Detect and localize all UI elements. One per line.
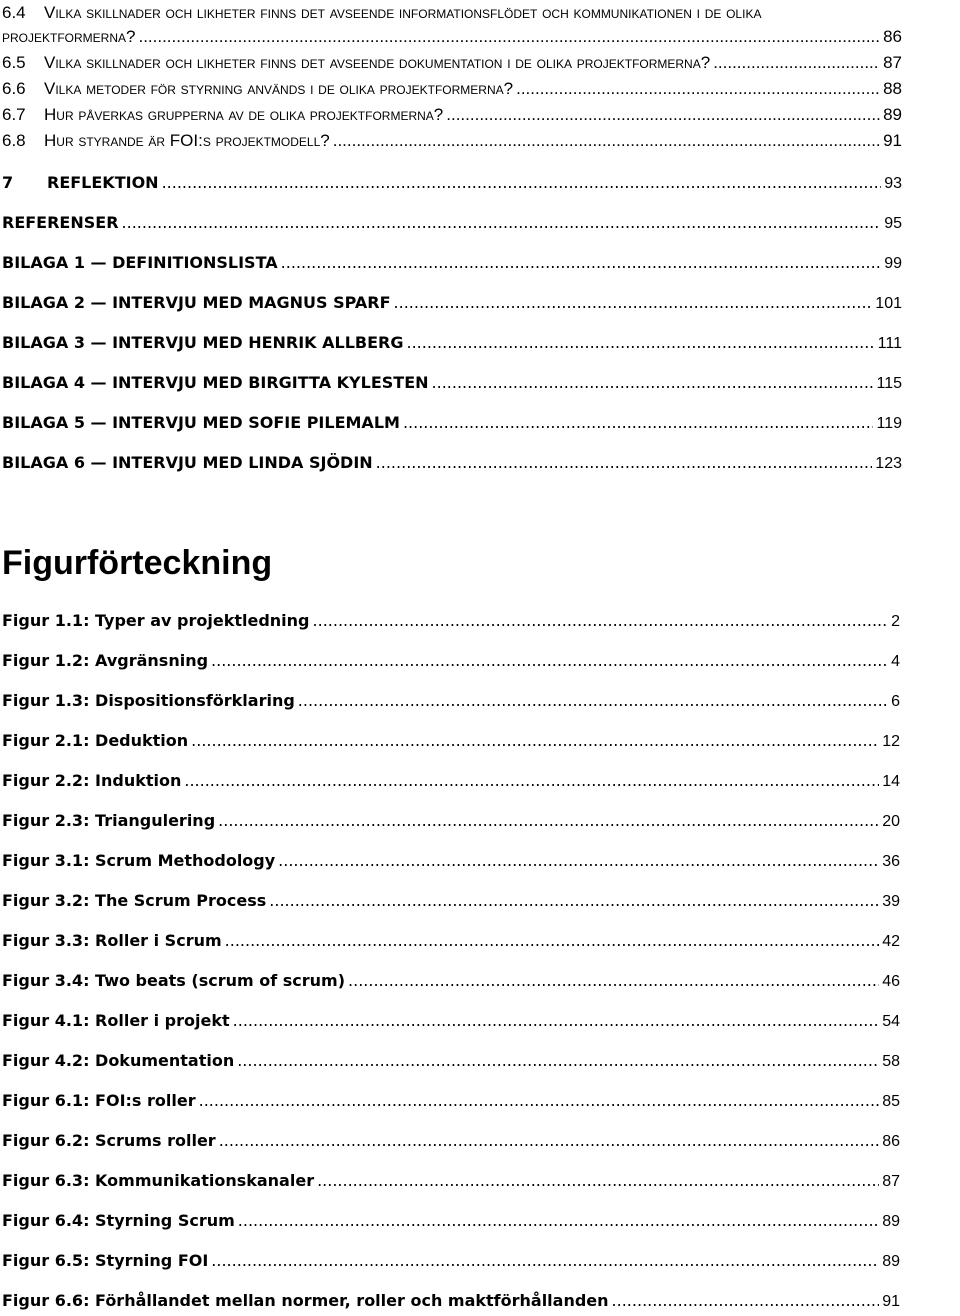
figure-entry-page: 36 [882,853,900,870]
toc-entry-title: BILAGA 4 — INTERVJU MED BIRGITTA KYLESTEN [2,373,429,392]
toc-chapter-entry[interactable] [2,413,902,433]
toc-subsection-entry[interactable] [2,105,902,125]
dot-leader [191,731,879,750]
figure-entry-page: 86 [882,1133,900,1150]
dot-leader [612,1291,880,1310]
figure-entry-label: Figur 3.4: Two beats (scrum of scrum) [2,971,346,990]
toc-entry-6-4-line1[interactable] [2,3,761,23]
dot-leader [278,851,879,870]
dot-leader [211,651,888,670]
figure-entry-page: 54 [882,1013,900,1030]
toc-subsection-entry[interactable] [2,131,902,151]
toc-entry-page: 101 [875,295,902,312]
figure-entry-page: 46 [882,973,900,990]
figure-entry-page: 87 [882,1173,900,1190]
figure-entry-page: 58 [882,1053,900,1070]
figure-list-entry[interactable] [2,851,900,871]
figure-entry-label: Figur 2.3: Triangulering [2,811,216,830]
figure-entry-page: 2 [891,613,900,630]
figure-list-entry[interactable] [2,771,900,791]
figure-entry-label: Figur 1.2: Avgränsning [2,651,209,670]
toc-entry-title: Hur styrande är FOI:s projektmodell? [44,131,330,150]
figure-entry-label: Figur 6.4: Styrning Scrum [2,1211,235,1230]
toc-chapter-entry[interactable] [2,213,902,233]
figure-list-entry[interactable] [2,931,900,951]
figure-entry-label: Figur 1.1: Typer av projektledning [2,611,310,630]
dot-leader [138,27,880,47]
dot-leader [162,173,882,192]
toc-entry-page: 119 [876,415,902,432]
toc-entry-title: BILAGA 5 — INTERVJU MED SOFIE PILEMALM [2,413,400,432]
figure-list-entry[interactable] [2,731,900,751]
toc-entry-number: 6.6 [2,79,26,98]
figure-list-entry[interactable] [2,651,900,671]
toc-chapter-entry[interactable] [2,373,902,393]
dot-leader [313,611,889,630]
figure-entry-label: Figur 6.2: Scrums roller [2,1131,216,1150]
figure-entry-label: Figur 3.1: Scrum Methodology [2,851,276,870]
toc-chapter-entry[interactable] [2,453,902,473]
toc-entry-title: BILAGA 6 — INTERVJU MED LINDA SJÖDIN [2,453,373,472]
figure-list-entry[interactable] [2,1211,900,1231]
dot-leader [218,811,879,830]
toc-entry-title: REFLEKTION [47,173,159,192]
toc-chapter-entry[interactable] [2,253,902,273]
toc-subsection-entry[interactable] [2,79,902,99]
figure-entry-page: 12 [882,733,900,750]
dot-leader [403,413,874,432]
figure-entry-page: 6 [891,693,900,710]
dot-leader [237,1051,879,1070]
dot-leader [233,1011,880,1030]
dot-leader [225,931,880,950]
figure-entry-label: Figur 6.5: Styrning FOI [2,1251,209,1270]
figure-list-entry[interactable] [2,1251,900,1271]
toc-entry-title: Vilka metoder för styrning används i de olika projektformerna? [44,79,514,98]
figure-entry-page: 4 [891,653,900,670]
dot-leader [446,105,880,125]
dot-leader [376,453,873,472]
toc-entry-page: 91 [883,131,902,150]
toc-entry-page: 93 [884,175,902,192]
figure-list-entry[interactable] [2,1011,900,1031]
toc-entry-number: 6.4 [2,3,26,22]
figure-list-entry[interactable] [2,611,900,631]
toc-entry-page: 111 [877,335,902,352]
toc-chapter-entry[interactable] [2,173,902,193]
figure-entry-page: 39 [882,893,900,910]
figure-list-entry[interactable] [2,691,900,711]
dot-leader [394,293,873,312]
toc-subsection-entry[interactable] [2,53,902,73]
toc-entry-page: 123 [875,455,902,472]
figure-entry-page: 89 [882,1253,900,1270]
dot-leader [184,771,879,790]
figure-list-entry[interactable] [2,1131,900,1151]
toc-entry-title: BILAGA 1 — DEFINITIONSLISTA [2,253,278,272]
toc-chapter-entry[interactable] [2,293,902,313]
toc-entry-page: 89 [883,105,902,124]
figure-list-entry[interactable] [2,1051,900,1071]
toc-entry-page: 95 [884,215,902,232]
toc-entry-title: Vilka skillnader och likheter finns det avseende dokumentation i de olika projektformerna? [44,53,711,72]
dot-leader [333,131,880,151]
figure-entry-label: Figur 4.2: Dokumentation [2,1051,235,1070]
figure-entry-label: Figur 4.1: Roller i projekt [2,1011,230,1030]
dot-leader [211,1251,879,1270]
dot-leader [219,1131,880,1150]
toc-chapter-entry[interactable] [2,333,902,353]
figure-entry-page: 89 [882,1213,900,1230]
figure-entry-label: Figur 3.2: The Scrum Process [2,891,267,910]
dot-leader [317,1171,879,1190]
figure-list-entry[interactable] [2,891,900,911]
dot-leader [516,79,880,99]
toc-entry-6-4-line2[interactable] [2,27,902,47]
figure-entry-label: Figur 3.3: Roller i Scrum [2,931,222,950]
toc-entry-number: 6.7 [2,105,26,124]
dot-leader [269,891,879,910]
dot-leader [281,253,882,272]
figure-list-entry[interactable] [2,811,900,831]
dot-leader [199,1091,880,1110]
figure-list-heading: Figurförteckning [2,544,273,582]
toc-entry-page: 87 [883,53,902,72]
toc-entry-number: 6.8 [2,131,26,150]
figure-entry-label: Figur 2.1: Deduktion [2,731,189,750]
figure-entry-page: 85 [882,1093,900,1110]
figure-list-entry[interactable] [2,1171,900,1191]
toc-entry-number: 6.5 [2,53,26,72]
figure-list-entry[interactable] [2,1091,900,1111]
toc-entry-title: Vilka skillnader och likheter finns det avseende informationsflödet och kommunikationen i de olika [44,3,762,22]
toc-entry-page: 86 [883,27,902,46]
dot-leader [348,971,879,990]
dot-leader [432,373,874,392]
figure-entry-page: 42 [882,933,900,950]
figure-list-entry[interactable] [2,1291,900,1311]
toc-entry-number: 7 [2,173,14,192]
dot-leader [122,213,882,232]
dot-leader [238,1211,879,1230]
toc-entry-page: 99 [884,255,902,272]
figure-entry-label: Figur 6.3: Kommunikationskanaler [2,1171,315,1190]
dot-leader [713,53,880,73]
toc-entry-page: 88 [883,79,902,98]
figure-entry-label: Figur 6.6: Förhållandet mellan normer, roller och maktförhållanden [2,1291,609,1310]
figure-entry-label: Figur 2.2: Induktion [2,771,182,790]
dot-leader [407,333,875,352]
figure-entry-label: Figur 6.1: FOI:s roller [2,1091,196,1110]
toc-entry-title: REFERENSER [2,213,119,232]
figure-entry-page: 91 [882,1293,900,1310]
toc-entry-page: 115 [876,375,902,392]
toc-entry-title: Hur påverkas grupperna av de olika projektformerna? [44,105,444,124]
toc-entry-title: BILAGA 3 — INTERVJU MED HENRIK ALLBERG [2,333,404,352]
toc-entry-title-continued: projektformerna? [2,27,136,46]
figure-entry-page: 20 [882,813,900,830]
figure-list-entry[interactable] [2,971,900,991]
toc-entry-title: BILAGA 2 — INTERVJU MED MAGNUS SPARF [2,293,391,312]
figure-entry-label: Figur 1.3: Dispositionsförklaring [2,691,295,710]
dot-leader [298,691,888,710]
figure-entry-page: 14 [882,773,900,790]
